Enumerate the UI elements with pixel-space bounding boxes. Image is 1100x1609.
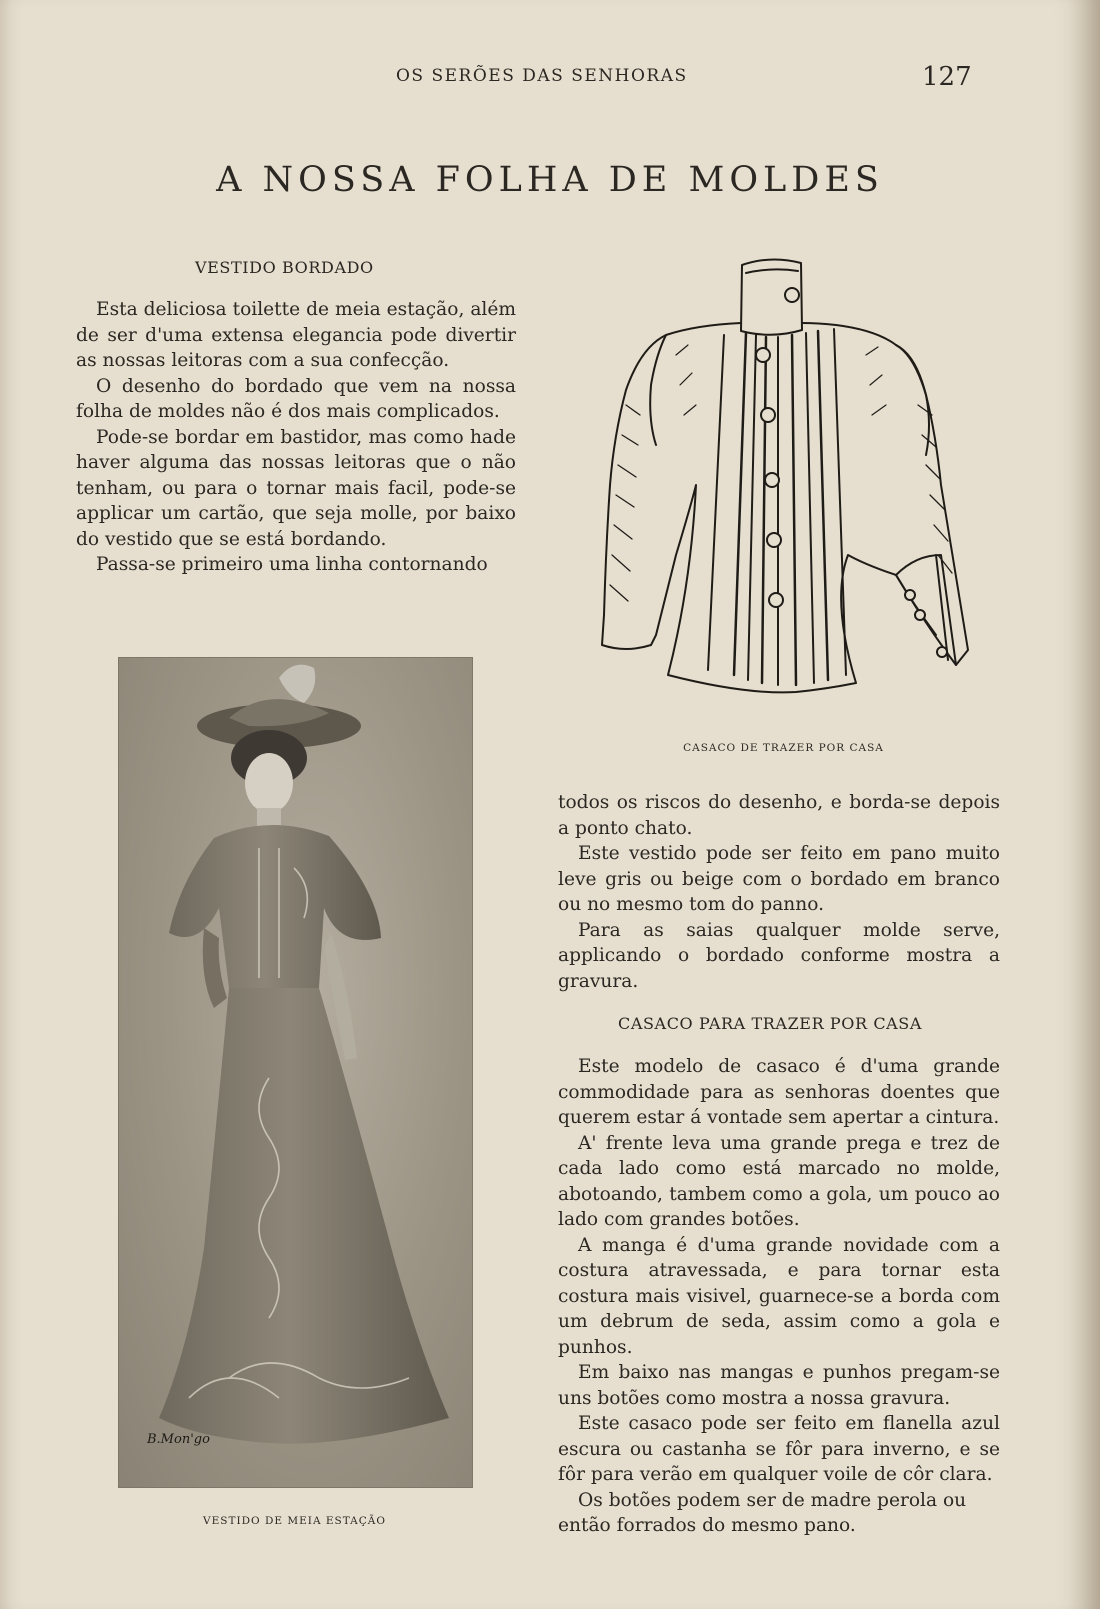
paragraph: Esta deliciosa toilette de meia estação, além de ser d'uma extensa elegancia pode divertir as nossas leitoras com a sua confecção. [76, 299, 516, 371]
paragraph: Este vestido pode ser feito em pano muito leve gris ou beige com o bordado em branco ou no mesmo tom do panno. [558, 843, 1000, 915]
paragraph: Pode-se bordar em bastidor, mas como hade haver alguma das nossas leitoras que o não tenham, ou para o tornar mais facil, pode-se applicar um cartão, que seja molle, por baixo do vestido que se está bordando. [76, 426, 516, 550]
paragraph: Este modelo de casaco é d'uma grande commodidade para as senhoras doentes que querem estar á vontade sem apertar a cintura. [558, 1056, 1000, 1128]
section2-text [558, 1054, 1000, 1539]
page-number: 127 [922, 62, 972, 92]
jacket-illustration [596, 255, 971, 717]
paragraph: O desenho do bordado que vem na nossa folha de moldes não é dos mais complicados. [76, 375, 516, 422]
artist-signature: B.Mon'go [147, 1432, 210, 1447]
left-column-text [76, 297, 516, 578]
jacket-caption: CASACO DE TRAZER POR CASA [683, 742, 884, 754]
dress-figure [119, 658, 472, 1487]
paragraph: A' frente leva uma grande prega e trez de cada lado como está marcado no molde, abotoando, tambem como a gola, um pouco ao lado com grandes botões. [558, 1132, 1000, 1230]
section-heading-casaco: CASACO PARA TRAZER POR CASA [618, 1014, 923, 1033]
page-title: A NOSSA FOLHA DE MOLDES [216, 160, 884, 200]
paragraph: Os botões podem ser de madre perola ou então forrados do mesmo pano. [558, 1489, 967, 1536]
dress-photo [118, 657, 473, 1488]
paragraph: todos os riscos do desenho, e borda-se depois a ponto chato. [558, 792, 1000, 839]
paragraph: Este casaco pode ser feito em flanella azul escura ou castanha se fôr para inverno, e se fôr para verão em qualquer voile de côr clara. [558, 1413, 1000, 1485]
paragraph: Em baixo nas mangas e punhos pregam-se uns botões como mostra a nossa gravura. [558, 1362, 1000, 1409]
paragraph: Para as saias qualquer molde serve, applicando o bordado conforme mostra a gravura. [558, 919, 1000, 992]
paragraph: A manga é d'uma grande novidade com a costura atravessada, e para tornar esta costura mais visivel, guarnece-se a borda com um debrum de seda, assim como a gola e punhos. [558, 1234, 1000, 1358]
paragraph: Passa-se primeiro uma linha contornando [96, 554, 488, 575]
running-title: OS SERÕES DAS SENHORAS [396, 66, 688, 86]
dress-caption: VESTIDO DE MEIA ESTAÇÃO [203, 1515, 386, 1527]
section-heading-vestido: VESTIDO BORDADO [195, 258, 374, 277]
jacket-drawing [596, 255, 971, 717]
right-column-text [558, 790, 1000, 994]
